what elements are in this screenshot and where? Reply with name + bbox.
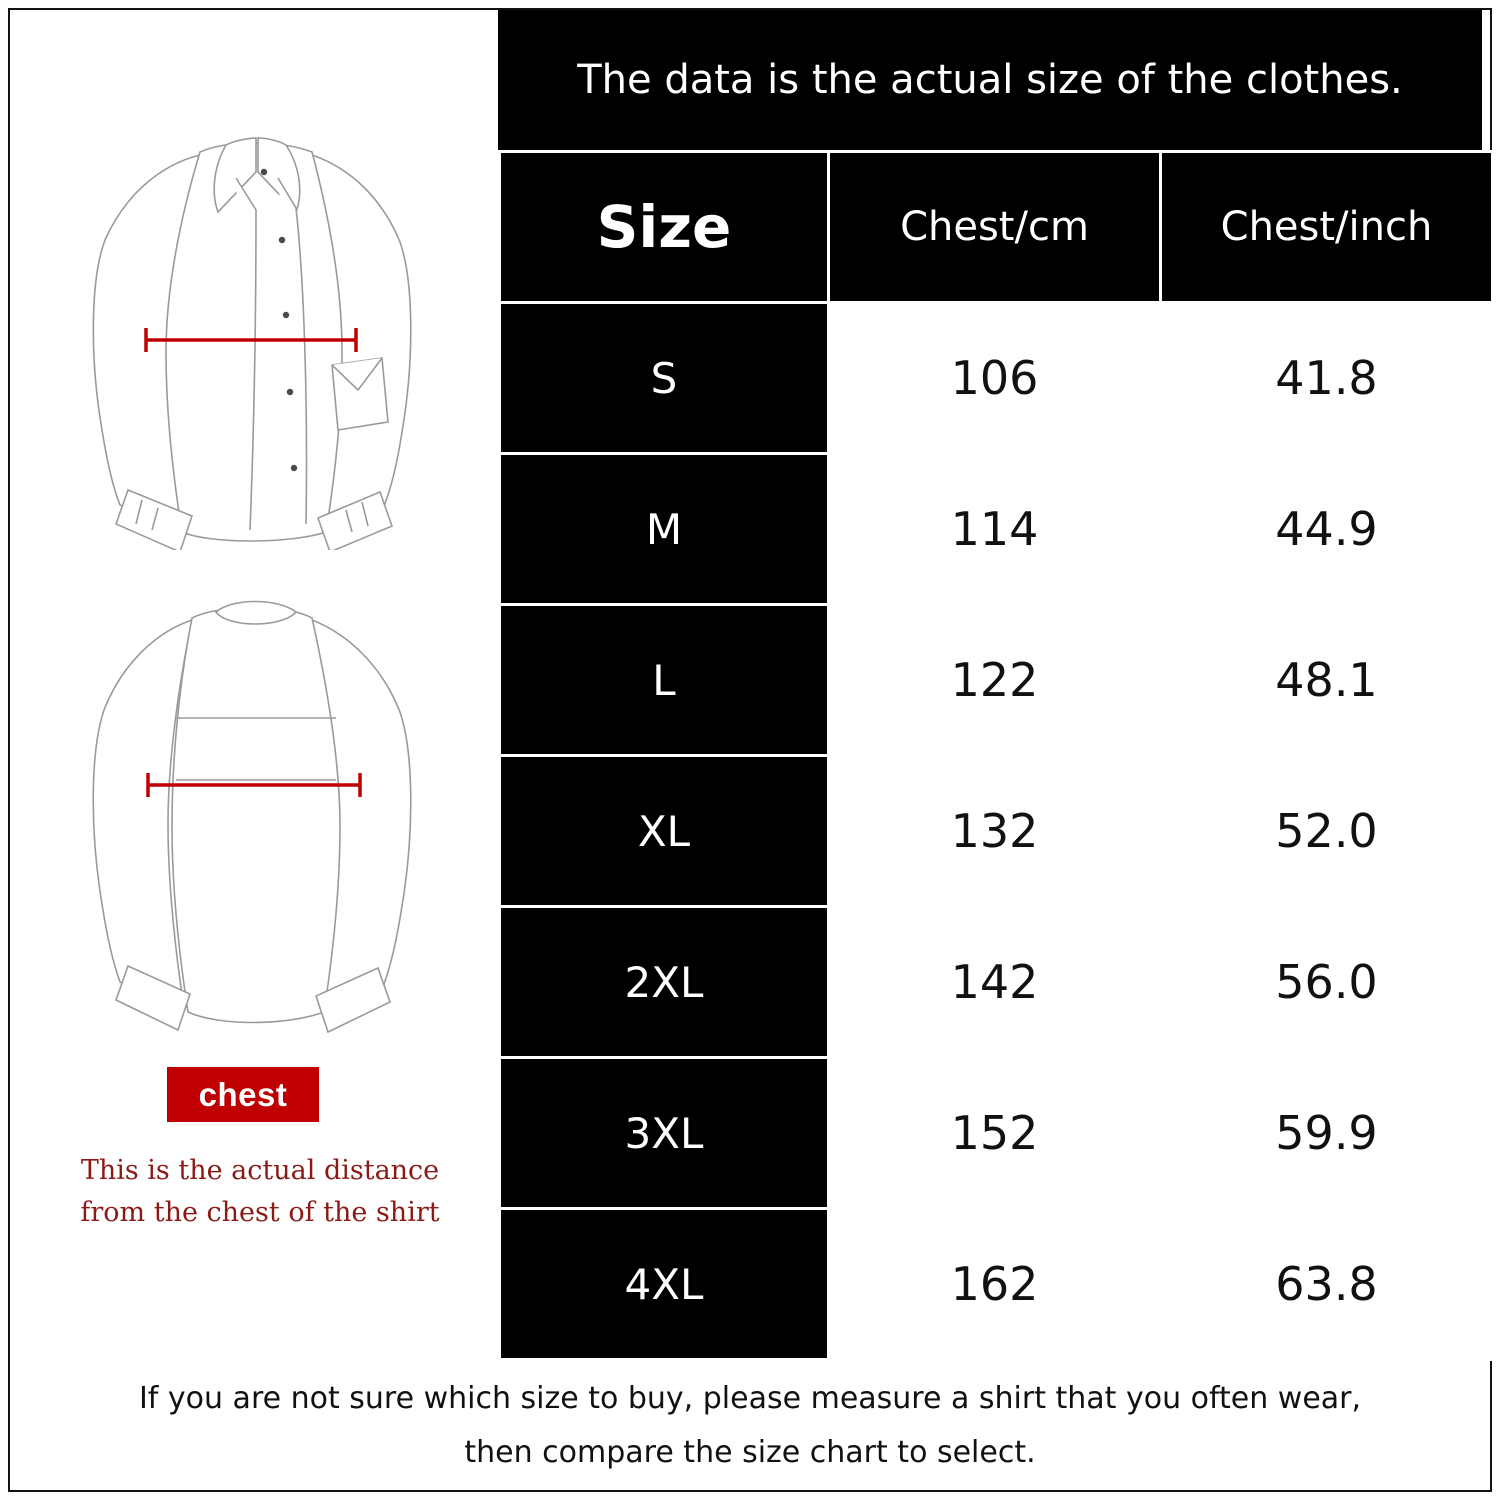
- illustration-column: [10, 10, 500, 1480]
- cell-chest-inch: 59.9: [1161, 1058, 1493, 1209]
- table-row: [500, 303, 1493, 454]
- cell-chest-cm: 162: [829, 1209, 1161, 1360]
- table-row: [500, 1058, 1493, 1209]
- cell-chest-cm: 106: [829, 303, 1161, 454]
- table-row: [500, 605, 1493, 756]
- cell-chest-inch: 56.0: [1161, 907, 1493, 1058]
- cell-chest-inch: 41.8: [1161, 303, 1493, 454]
- table-row: [500, 907, 1493, 1058]
- cell-chest-inch: 52.0: [1161, 756, 1493, 907]
- table-row: [500, 756, 1493, 907]
- table-row: [500, 454, 1493, 605]
- header-size: Size: [500, 152, 829, 303]
- cell-size: S: [500, 303, 829, 454]
- cell-size: L: [500, 605, 829, 756]
- cell-size: 2XL: [500, 907, 829, 1058]
- cell-size: 4XL: [500, 1209, 829, 1360]
- shirt-back-icon: [60, 570, 450, 1040]
- footer-note: [20, 1372, 1480, 1480]
- chest-note-line1: This is the actual distance: [80, 1155, 440, 1186]
- cell-chest-cm: 122: [829, 605, 1161, 756]
- cell-chest-cm: 114: [829, 454, 1161, 605]
- table-title: The data is the actual size of the clothes.: [577, 57, 1403, 103]
- cell-chest-cm: 152: [829, 1058, 1161, 1209]
- cell-size: XL: [500, 756, 829, 907]
- cell-chest-cm: 142: [829, 907, 1161, 1058]
- cell-size: 3XL: [500, 1058, 829, 1209]
- cell-chest-cm: 132: [829, 756, 1161, 907]
- header-chest-cm: Chest/cm: [829, 152, 1161, 303]
- shirt-front-icon: [50, 100, 450, 550]
- footer-line1: If you are not sure which size to buy, please measure a shirt that you often wear,: [138, 1381, 1362, 1416]
- size-table: [498, 150, 1494, 1361]
- cell-chest-inch: 44.9: [1161, 454, 1493, 605]
- cell-size: M: [500, 454, 829, 605]
- table-row: [500, 1209, 1493, 1360]
- footer-line2: then compare the size chart to select.: [464, 1435, 1036, 1470]
- size-table-panel: [498, 10, 1482, 1360]
- header-chest-inch: Chest/inch: [1161, 152, 1493, 303]
- chest-note-line2: from the chest of the shirt: [80, 1197, 440, 1228]
- table-header-row: [500, 152, 1493, 303]
- chest-badge: chest: [167, 1067, 319, 1122]
- cell-chest-inch: 48.1: [1161, 605, 1493, 756]
- chest-note: [40, 1150, 480, 1234]
- cell-chest-inch: 63.8: [1161, 1209, 1493, 1360]
